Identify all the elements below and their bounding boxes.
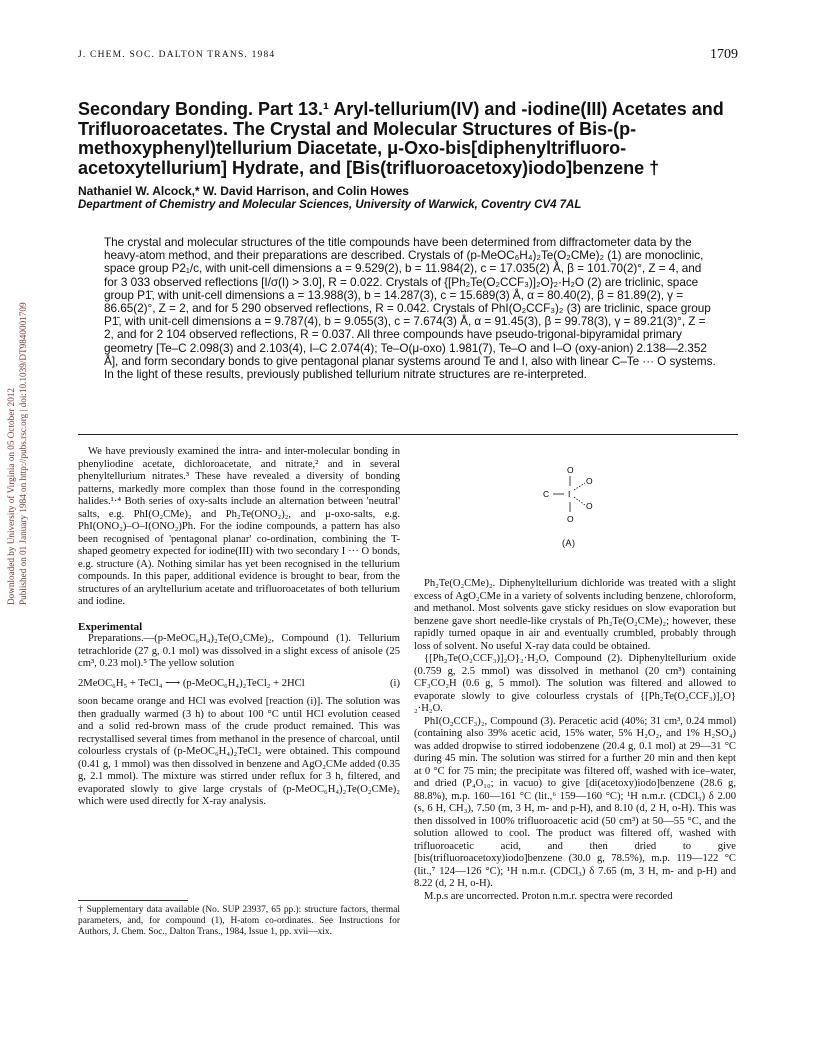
- compound-3-paragraph: PhI(O₂CCF₃)₂, Compound (3). Peracetic acid (40%; 31 cm³, 0.24 mmol) (containing also 39% acetic acid, 15% water, 5% H₂O₂, and 1% H₂SO₄) was added dropwise to stirred iodobenzene (20.4 g, 0.1 mol) at 29—31 °C during 45 min. The solution was stirred for a further 20 min and then kept at 0 °C for 75 min; the precipitate was filtered off, washed with ice–water, and dried (P₄O₁₀; in vacuo) to give [di(acetoxy)iodo]benzene (28.6 g, 88.8%), m.p. 160—161 °C (lit.,⁶ 159—160 °C); ¹H n.m.r. (CDCl₃) δ 2.00 (s, 6 H, CH₃), 7.50 (m, 3 H, m- and p-H), and 8.10 (d, 2 H, o-H). This was then dissolved in 100% trifluoroacetic acid (50 cm³) at 50—55 °C, and the solution allowed to cool. The product was filtered off, washed with trifluoroacetic acid, and then dried to give [bis(trifluoroacetoxy)iodo]benzene (30.0 g, 78.5%), m.p. 119—122 °C (lit.,⁷ 124—126 °C); ¹H n.m.r. (CDCl₃) δ 7.65 (m, 3 H, m- and p-H) and 8.22 (d, 2 H, o-H).: [414, 715, 736, 889]
- affiliation: Department of Chemistry and Molecular Sciences, University of Warwick, Coventry CV4 7AL: [78, 199, 582, 211]
- atom-i: I: [568, 489, 571, 499]
- equation-text: 2MeOC₆H₅ + TeCl₄ ⟶ (p-MeOC₆H₄)₂TeCl₂ + 2HCl: [78, 677, 305, 689]
- compound-ph2te-paragraph: Ph₂Te(O₂CMe)₂. Diphenyltellurium dichloride was treated with a slight excess of AgO₂CMe in a variety of solvents including benzene, chloroform, and methanol. Most solvents gave sticky residues on slow evaporation but benzene gave short needle-like crystals of Ph₂Te(O₂CMe)₂; however, these rapidly turned opaque in air and eventually crumbled, probably through loss of solvent. No useful X-ray data could be obtained.: [414, 578, 736, 652]
- article-title: Secondary Bonding. Part 13.¹ Aryl-tellurium(IV) and -iodine(III) Acetates and Trifluoroacetates. The Crystal and Molecular Structures of Bis-(p-methoxyphenyl)tellurium Diacetate, μ-Oxo-bis[diphenyltrifluoro-acetoxytellurium] Hydrate, and [Bis(trifluoroacetoxy)iodo]benzene †: [78, 99, 724, 178]
- structure-a-diagram: [540, 462, 620, 582]
- section-heading-experimental: Experimental: [78, 620, 143, 633]
- mp-note-paragraph: M.p.s are uncorrected. Proton n.m.r. spectra were recorded: [424, 890, 673, 902]
- structure-a-bonds: [540, 462, 620, 542]
- atom-o-secondary-1: O: [586, 476, 593, 486]
- atom-c: C: [543, 489, 550, 499]
- published-notice[interactable]: Published on 01 January 1984 on http://pubs.rsc.org | doi:10.1039/DT9840001709: [18, 302, 28, 605]
- equation-number: (i): [390, 677, 400, 689]
- download-notice[interactable]: Downloaded by University of Virginia on 05 October 2012: [6, 387, 16, 605]
- atom-o-top: O: [567, 465, 574, 475]
- right-column: [414, 578, 736, 903]
- abstract: The crystal and molecular structures of the title compounds have been determined from diffractometer data by the heavy-atom method, and their preparations are described. Crystals of (p-MeOC₆H₄)₂Te(O₂CMe)₂ (1) are monoclinic, space group P2₁/c, with unit-cell dimensions a = 9.529(2), b = 11.984(2), c = 17.035(2) Å, β = 101.70(2)°, Z = 4, and for 3 033 observed reflections [I/σ(I) > 3.0], R = 0.022. Crystals of {[Ph₂Te(O₂CCF₃)]₂O}₂·H₂O (2) are triclinic, space group P1̄, with unit-cell dimensions a = 13.988(3), b = 14.287(3), c = 15.689(3) Å, α = 80.40(2), β = 81.89(2), γ = 86.65(2)°, Z = 2, and for 5 290 observed reflections, R = 0.042. Crystals of PhI(O₂CCF₃)₂ (3) are triclinic, space group P1̄, with unit-cell dimensions a = 9.787(4), b = 9.055(3), c = 7.674(3) Å, α = 91.45(3), β = 99.78(3), γ = 89.21(3)°, Z = 2, and for 2 104 observed reflections, R = 0.037. All three compounds have pseudo-trigonal-bipyramidal primary geometry [Te–C 2.098(3) and 2.103(4), I–C 2.074(4); Te–O(μ-oxo) 1.981(7), Te–O and I–O (oxy-anion) 2.138—2.352 Å], and form secondary bonds to give pentagonal planar systems around Te and I, also with linear C–Te ··· O systems. In the light of these results, previously published tellurium nitrate structures are re-interpreted.: [104, 235, 716, 382]
- author-list: Nathaniel W. Alcock,* W. David Harrison, and Colin Howes: [78, 184, 409, 198]
- page-number: 1709: [710, 47, 738, 62]
- abstract-divider: [78, 434, 738, 435]
- atom-o-bottom: O: [567, 514, 574, 524]
- running-header: J. CHEM. SOC. DALTON TRANS. 1984: [78, 50, 276, 60]
- compound-2-paragraph: {[Ph₂Te(O₂CCF₃)]₂O}₂·H₂O, Compound (2). Diphenyltellurium oxide (0.759 g, 2.5 mmol) was dissolved in methanol (20 cm³) containing CF₃CO₂H (0.6 g, 5 mmol). The solution was filtered and allowed to evaporate slowly to give colourless crystals of {[Ph₂Te(O₂CCF₃)]₂O}₂·H₂O.: [414, 653, 736, 714]
- preparation-paragraph: Preparations.—(p-MeOC₆H₄)₂Te(O₂CMe)₂, Compound (1). Tellurium tetrachloride (27 g, 0.1 mol) was dissolved in a slight excess of anisole (25 cm³, 0.23 mol).⁵ The yellow solution: [78, 633, 400, 669]
- preparation-continued: soon became orange and HCl was evolved [reaction (i)]. The solution was then gradually warmed (3 h) to about 100 °C until HCl evolution ceased and a solid red-brown mass of the crude product remained. This was recrystallised several times from methanol in the presence of charcoal, until colourless crystals of (p-MeOC₆H₄)₂TeCl₂ were obtained. This compound (0.41 g, 1 mmol) was then dissolved in benzene and AgO₂CMe added (0.35 g, 2.1 mmol). The mixture was stirred under reflux for 3 h, filtered, and evaporated slowly to give large crystals of (p-MeOC₆H₄)₂Te(O₂CMe)₂ which were used directly for X-ray analysis.: [78, 696, 400, 807]
- introduction-paragraph: We have previously examined the intra- and inter-molecular bonding in phenyliodine acetate, dichloroacetate, and nitrate,² and in several phenyltellurium nitrates.³ These have revealed a diversity of bonding patterns, markedly more complex than those found in the corresponding halides.¹·⁴ Both series of oxy-salts include an alternation between 'neutral' salts, e.g. PhI(O₂CMe)₂ and Ph₂Te(ONO₂)₂, and μ-oxo-salts, e.g. PhI(ONO₂)–O–I(ONO₂)Ph. For the iodine compounds, a pattern has also been recognised of 'pentagonal planar' co-ordination, combining the T-shaped geometry expected for iodine(III) with two secondary I ··· O bonds, e.g. structure (A). Nothing similar has yet been recognised in the tellurium compounds. In this paper, additional evidence is brought to bear, from the structures of an aryltellurium acetate and trifluoroacetates of both tellurium and iodine.: [78, 446, 400, 607]
- atom-o-secondary-2: O: [586, 501, 593, 511]
- supplementary-footnote: † Supplementary data available (No. SUP 23937, 65 pp.): structure factors, thermal parameters, and, for compound (1), H-atom co-ordinates. See Instructions for Authors, J. Chem. Soc., Dalton Trans., 1984, Issue 1, pp. xvii—xix.: [78, 905, 400, 938]
- structure-label: (A): [562, 538, 576, 548]
- left-column: [78, 446, 400, 809]
- footnote-divider: [78, 900, 188, 901]
- reaction-equation: [78, 678, 400, 691]
